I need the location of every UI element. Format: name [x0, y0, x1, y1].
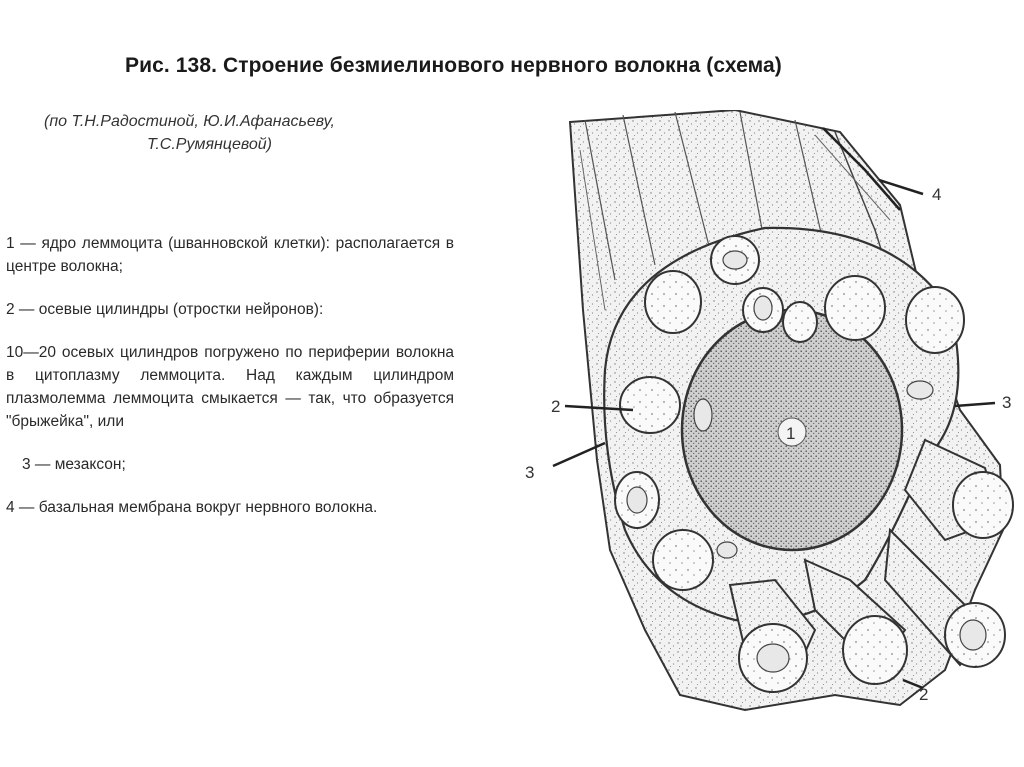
- lemmocyte-nucleus: [682, 310, 902, 550]
- legend-text: [6, 232, 454, 539]
- source-line-1: (по Т.Н.Радостиной, Ю.И.Афанасьеву,: [44, 113, 335, 130]
- source-line-2: Т.С.Румянцевой): [147, 136, 272, 153]
- axon-circle: [620, 377, 680, 433]
- axon-circle: [653, 530, 713, 590]
- figure-title: Рис. 138. Строение безмиелинового нервного волокна (схема): [125, 54, 782, 77]
- label-axon-left: 2: [551, 397, 561, 416]
- label-mesaxon-left: 3: [525, 463, 535, 482]
- axon-circle: [906, 287, 964, 353]
- axon-circle: [783, 302, 817, 342]
- label-nucleus: 1: [786, 424, 796, 443]
- label-basal-membrane: 4: [932, 185, 942, 204]
- label-axon-bottom: 2: [919, 685, 929, 704]
- nerve-fiber-drawing: [505, 110, 1024, 767]
- label-mesaxon-right: 3: [1002, 393, 1012, 412]
- axon-end: [953, 472, 1013, 538]
- legend-item-mesaxon: 3 — мезаксон;: [22, 456, 126, 473]
- legend-item-axial-cylinders: 2 — осевые цилиндры (отростки нейронов):: [6, 301, 324, 318]
- legend-item-description: 10—20 осевых цилиндров погружено по периферии волокна в цитоплазму леммоцита. Над каждым цилиндром плазмолемма леммоцита смыкается — так, что образуется "брыжейка", или: [6, 344, 454, 430]
- legend-item-nucleus: 1 — ядро леммоцита (шванновской клетки): располагается в центре волокна;: [6, 235, 454, 275]
- leader-mesaxon-right: [955, 403, 995, 406]
- nerve-fiber-diagram: [505, 110, 1024, 767]
- axon-circle: [825, 276, 885, 340]
- legend-item-basal-membrane: 4 — базальная мембрана вокруг нервного волокна.: [6, 499, 378, 516]
- figure-source: [44, 110, 424, 156]
- axon-circle: [645, 271, 701, 333]
- axon-end: [843, 616, 907, 684]
